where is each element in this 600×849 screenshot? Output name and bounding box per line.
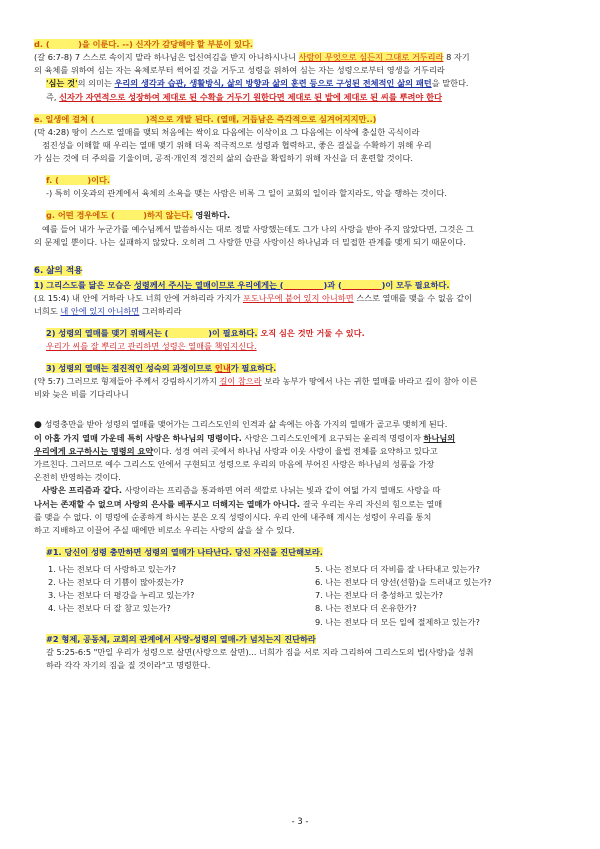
section-6-point-1: 1) 그리스도를 닮은 모습은 성령께서 주시는 열매이므로 우리에게는 ( )과 ( )이 모두 필요하다. <box>34 279 450 290</box>
section-6-verse: 비와 늦은 비를 기다리나니 <box>34 389 129 400</box>
body-paragraph: 사랑은 프리즘과 같다. 사랑이라는 프리즘을 통과하면 여러 색깔로 나뉘는 빛과 같이 여덟 가지 열매도 사랑을 따 <box>42 485 441 496</box>
body-paragraph: 를 맺을 수 없다. 이 명령에 순종하게 하시는 분은 오직 성령이시다. 우리 안에 내주해 계시는 성령이 우리를 통치 <box>34 511 432 522</box>
body-paragraph: 온전히 반영하는 것이다. <box>34 472 121 483</box>
checklist-item: 7. 나는 전보다 더 충성하고 있는가? <box>315 590 443 601</box>
checklist-1-title: #1. 당신이 성령 충만하면 성령의 열매가 나타난다. 당신 자신을 진단해보라. <box>46 546 323 557</box>
checklist-item: 9. 나는 전보다 더 모든 일에 절제하고 있는가? <box>315 616 480 627</box>
section-e-line: (막 4:28) 땅이 스스로 열매를 맺되 처음에는 싹이요 다음에는 이삭이요 그 다음에는 이삭에 충실한 곡식이라 <box>34 126 420 137</box>
section-d-line: 의 육체를 위하여 심는 자는 육체로부터 썩어질 것을 거두고 성령을 위하여 심는 자는 성령으로부터 영생을 거두리라 <box>34 65 445 76</box>
body-paragraph: 하고 지배하고 이끌어 주실 때에만 비로소 우리는 사랑의 삶을 살 수 있다. <box>34 524 295 535</box>
body-paragraph: 가르친다. 그러므로 예수 그리스도 안에서 구현되고 성령으로 우리의 마음에 부어진 사랑은 하나님의 성품을 가장 <box>34 459 435 470</box>
checklist-2-title: #2 형제, 공동체, 교회의 관계에서 사랑-성령의 열매-가 넘치는지 진단하라 <box>46 633 316 644</box>
section-6-title: 6. 삶의 적용 <box>34 265 83 276</box>
checklist-1-left <box>34 563 301 629</box>
section-6-point-2: 2) 성령의 열매를 맺기 위해서는 ( )이 필요하다. 오직 심은 것만 거둘 수 있다. <box>46 327 365 338</box>
body-paragraph: 나서는 존재할 수 없으며 사랑의 은사를 베푸시고 더해지는 열매가 아니다. 결국 우리는 우리 자신의 힘으로는 열매 <box>34 498 443 509</box>
section-6-verse: 너희도 내 안에 있지 아니하면 그러하리라 <box>34 305 182 316</box>
section-g-line: 예를 들어 내가 누군가를 예수님께서 말씀하시는 대로 정말 사랑했는데도 그가 나의 사랑을 받아 주지 않았다면, 그것은 그 <box>42 223 474 234</box>
section-6-point-2-line: 우리가 씨를 잘 뿌리고 관리하면 성령은 열매를 책임지신다. <box>46 341 257 351</box>
body-paragraph: 이 아홉 가지 열매 가운데 특히 사랑은 하나님의 명령이다. 사랑은 그리스도인에게 요구되는 윤리적 명령이자 하나님의 <box>34 432 456 443</box>
section-d-line: '심는 것'의 의미는 우리의 생각과 습관, 생활방식, 삶의 방향과 삶의 훈련 등으로 구성된 전체적인 삶의 패턴을 말한다. <box>46 78 469 89</box>
section-d-line: (갈 6:7-8) 7 스스로 속이지 말라 하나님은 업신여김을 받지 아니하시나니 사람이 무엇으로 심든지 그대로 거두리라 8 자기 <box>34 52 470 63</box>
checklist-item: 8. 나는 전보다 더 온유한가? <box>315 603 417 614</box>
section-f-line: -) 특히 이웃과의 관계에서 육체의 소욕을 맺는 사람은 비록 그 일이 교회의 일이라 할지라도, 악을 행하는 것이다. <box>46 188 447 199</box>
checklist-2-line: 하라 각각 자기의 짐을 질 것이라"고 명령한다. <box>46 659 211 670</box>
body-paragraph: 우리에게 요구하시는 명령의 요약이다. 성경 여러 곳에서 하나님 사랑과 이웃 사랑이 율법 전체를 요약하고 있다고 <box>34 446 438 457</box>
checklist-1 <box>34 563 568 629</box>
bullet-icon: ● <box>34 419 42 430</box>
checklist-item: 6. 나는 전보다 더 양선(선함)을 드러내고 있는가? <box>315 577 492 588</box>
section-g-title: g. 어떤 경우에도 ( )하지 않는다. 영원하다. <box>46 210 231 221</box>
section-g-line: 의 문제일 뿐이다. 나는 실패하지 않았다. 오히려 그 사랑한 만큼 사랑이신 하나님과 더 밀접한 관계를 맺게 되기 때문이다. <box>34 236 466 247</box>
section-d-title: d. ( )을 이룬다. --) 신자가 감당해야 할 부분이 있다. <box>34 39 254 49</box>
checklist-item: 1. 나는 전보다 더 사랑하고 있는가? <box>48 564 176 575</box>
section-e-line: 점진성을 이해할 때 우리는 열매 맺기 위해 더욱 적극적으로 성령과 협력하고, 좋은 결실을 수확하기 위해 우리 <box>42 139 432 150</box>
checklist-item: 3. 나는 전보다 더 평강을 누리고 있는가? <box>48 590 195 601</box>
page-number: - 3 - <box>291 816 309 826</box>
section-f-title: f. ( )이다. <box>46 175 111 186</box>
checklist-2-line: 갈 5:25-6:5 "만일 우리가 성령으로 살면(사랑으로 살면)... 너희가 짐을 서로 지라 그리하여 그리스도의 법(사랑)을 성취 <box>46 646 474 657</box>
checklist-item: 5. 나는 전보다 더 자비를 잘 나타내고 있는가? <box>315 564 480 575</box>
body-paragraph: ● 성령충만을 받아 성령의 열매를 맺어가는 그리스도인의 인격과 삶 속에는 아홉 가지의 열매가 골고루 맺히게 된다. <box>34 418 448 430</box>
section-6-point-3: 3) 성령의 열매는 점진적인 성숙의 과정이므로 인내가 필요하다. <box>46 363 277 374</box>
section-e-title: e. 일생에 걸쳐 ( )적으로 개발 된다. (열매, 거듭남은 즉각적으로 심겨어지지만..) <box>34 113 377 124</box>
checklist-1-right <box>301 563 568 629</box>
checklist-item: 2. 나는 전보다 더 기쁨이 많아졌는가? <box>48 577 184 588</box>
section-e-line: 가 심는 것에 더 주의를 기울이며, 공적·개인적 경건의 삶의 습관을 확립하기 위해 자신을 더 훈련할 것이다. <box>34 153 414 163</box>
section-6-verse: (약 5:7) 그러므로 형제들아 주께서 강림하시기까지 길이 참으라 보라 농부가 땅에서 나는 귀한 열매를 바라고 길이 참아 이른 <box>34 376 478 387</box>
section-6-verse: (요 15:4) 내 안에 거하라 나도 너희 안에 거하리라 가지가 포도나무에 붙어 있지 아니하면 스스로 열매를 맺을 수 없음 같이 <box>34 292 473 303</box>
checklist-item: 4. 나는 전보다 더 잘 참고 있는가? <box>48 603 171 614</box>
document-page <box>34 38 568 672</box>
section-d-line: 즉, 신자가 자연적으로 성장하여 제대로 된 수확을 거두기 원한다면 제대로 된 밭에 제대로 된 씨를 뿌려야 한다 <box>46 91 442 102</box>
